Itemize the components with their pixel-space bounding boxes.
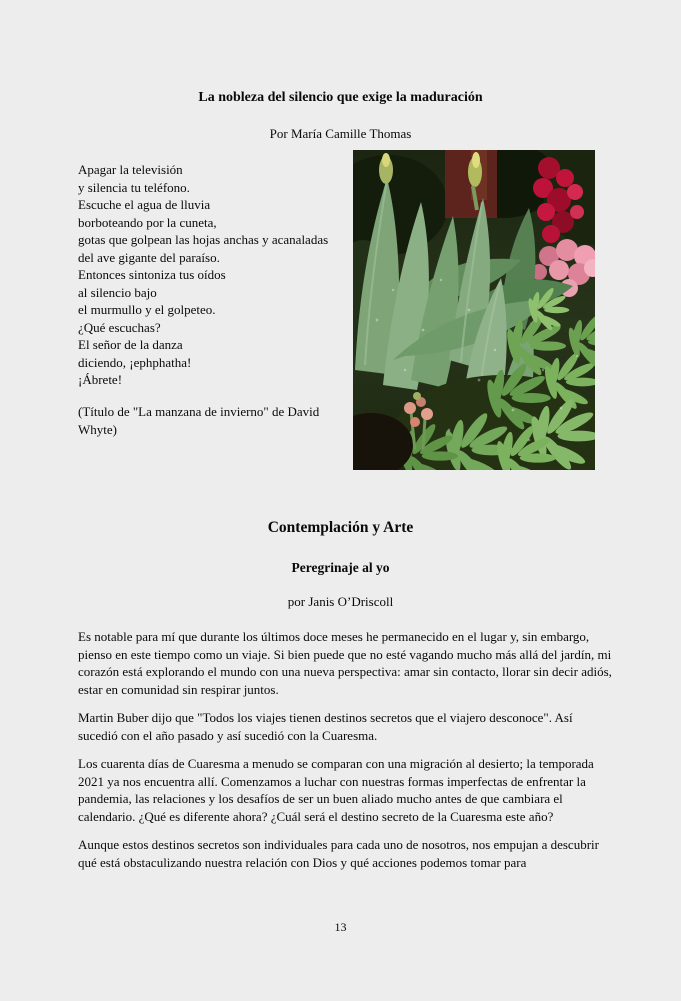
- poem-line: borboteando por la cuneta,: [78, 214, 217, 230]
- section-heading: Contemplación y Arte: [267, 519, 414, 536]
- article-paragraph: Los cuarenta días de Cuaresma a menudo se comparan con una migración al desierto; la temporada 2021 ya nos encuentra allí. Comenzamos a luchar con nuestras formas imperfectas de enfrentar la pandemia, las relaciones y los desafíos de ser un buen aliado mucho antes de que cambiara el calendario. ¿Qué es diferente ahora? ¿Cuál será el destino secreto de la Cuaresma este año?: [78, 756, 594, 824]
- garden-photo: [353, 150, 595, 470]
- poem-line: al silencio bajo: [78, 284, 157, 300]
- article-paragraph: Aunque estos destinos secretos son individuales para cada uno de nosotros, nos empujan a descubrir qué está obstaculizando nuestra relación con Dios y qué acciones podemos tomar para: [78, 837, 599, 870]
- section-author-byline: por Janis O’Driscoll: [287, 594, 394, 609]
- poem-line: el murmullo y el golpeteo.: [78, 302, 216, 317]
- article-body: [78, 628, 614, 882]
- poem-line: gotas que golpean las hojas anchas y acanaladas: [78, 232, 329, 247]
- poem-line: y silencia tu teléfono.: [78, 179, 190, 195]
- poem-line: diciendo, ¡ephphatha!: [78, 354, 192, 370]
- poem-line: El señor de la danza: [78, 337, 183, 352]
- section-subheading: Peregrinaje al yo: [291, 560, 390, 575]
- poem-line: ¡Ábrete!: [78, 372, 123, 387]
- poem-line: Escuche el agua de lluvia: [78, 197, 211, 212]
- garden-photo-illustration: [353, 150, 595, 470]
- article-paragraph: Es notable para mí que durante los últimos doce meses he permanecido en el lugar y, sin embargo, pienso en este tiempo como un viaje. Si bien puede que no esté vagando mucho más allá del jardín, mi corazón está explorando el mundo con una nueva perspectiva: amar sin contacto, llorar sin decir adiós, estar en comunidad sin respirar juntos.: [78, 629, 612, 697]
- poem-attribution: (Título de "La manzana de invierno" de David Whyte): [78, 404, 320, 437]
- poem: [78, 161, 370, 389]
- poem-line: del ave gigante del paraíso.: [78, 249, 220, 265]
- page-number: 13: [334, 920, 347, 934]
- article-title: La nobleza del silencio que exige la maduración: [198, 90, 483, 105]
- article-author-byline: Por María Camille Thomas: [269, 126, 412, 141]
- poem-line: ¿Qué escuchas?: [78, 319, 161, 335]
- poem-line: Entonces sintoniza tus oídos: [78, 267, 226, 282]
- poem-line: Apagar la televisión: [78, 162, 183, 177]
- article-paragraph: Martin Buber dijo que "Todos los viajes tienen destinos secretos que el viajero desconoce". Así sucedió con el año pasado y así sucedió con la Cuaresma.: [78, 710, 573, 743]
